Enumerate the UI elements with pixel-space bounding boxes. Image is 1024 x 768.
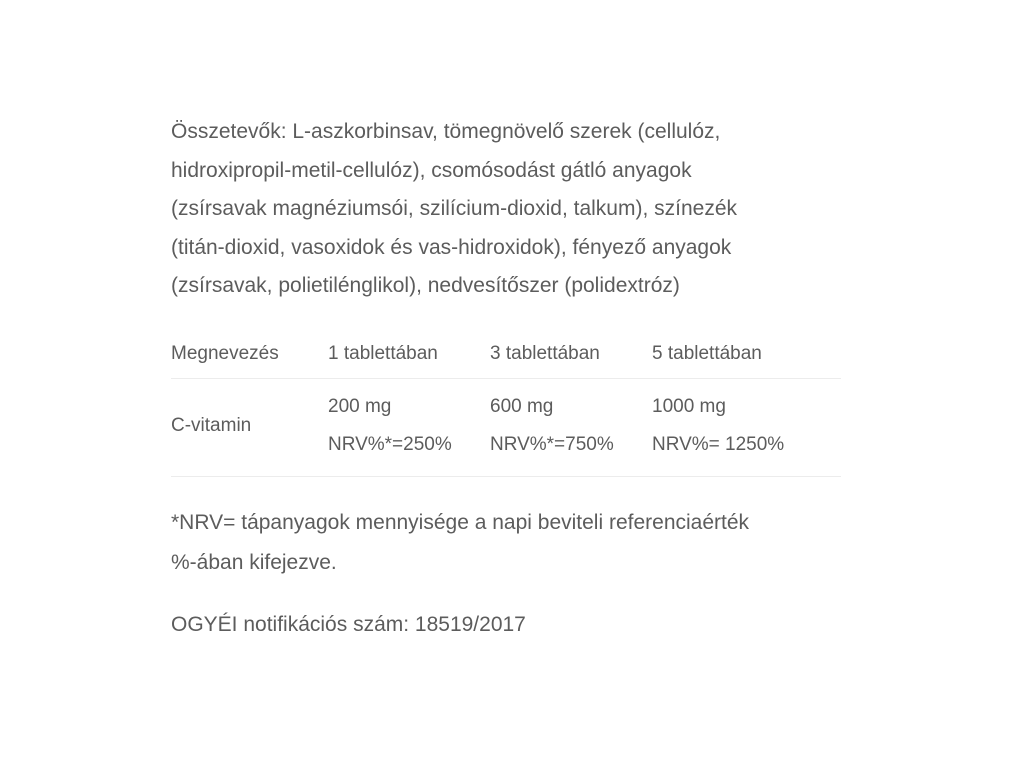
amount-value: 1000 mg <box>652 395 726 417</box>
ingredients-line: Összetevők: L-aszkorbinsav, tömegnövelő szerek (cellulóz, <box>171 120 721 143</box>
header-name: Megnevezés <box>171 337 328 379</box>
ingredients-line: (zsírsavak magnéziumsói, szilícium-dioxid, talkum), színezék <box>171 197 737 220</box>
ingredients-line: hidroxipropil-metil-cellulóz), csomósodást gátló anyagok <box>171 158 692 182</box>
nrv-value: NRV%*=750% <box>490 433 614 455</box>
nutrition-table-body <box>171 378 841 476</box>
header-1-tablet: 1 tablettában <box>328 337 490 379</box>
amount-value: 200 mg <box>328 395 392 417</box>
table-row <box>171 378 841 476</box>
nrv-value: NRV%*=250% <box>328 433 452 455</box>
amount-value: 600 mg <box>490 395 554 417</box>
header-row <box>171 337 841 379</box>
nutrition-table-header <box>171 337 841 379</box>
notification-number: OGYÉI notifikációs szám: 18519/2017 <box>171 612 526 636</box>
header-5-tablets: 5 tablettában <box>652 337 841 379</box>
ingredients-paragraph <box>171 113 841 306</box>
header-3-tablets: 3 tablettában <box>490 337 652 379</box>
nutrient-name: C-vitamin <box>171 378 328 476</box>
ingredients-line: (zsírsavak, polietilénglikol), nedvesítőszer (polidextróz) <box>171 274 680 297</box>
footnote-line: %-ában kifejezve. <box>171 550 337 574</box>
product-details <box>171 113 841 645</box>
ingredients-line: (titán-dioxid, vasoxidok és vas-hidroxidok), fényező anyagok <box>171 235 732 259</box>
nutrition-table <box>171 337 841 477</box>
value-cell-3-tablets <box>490 378 652 476</box>
nrv-footnote <box>171 503 841 583</box>
nrv-value: NRV%= 1250% <box>652 433 785 455</box>
value-cell-1-tablet <box>328 378 490 476</box>
value-cell-5-tablets <box>652 378 841 476</box>
footnote-line: *NRV= tápanyagok mennyisége a napi beviteli referenciaérték <box>171 510 750 534</box>
